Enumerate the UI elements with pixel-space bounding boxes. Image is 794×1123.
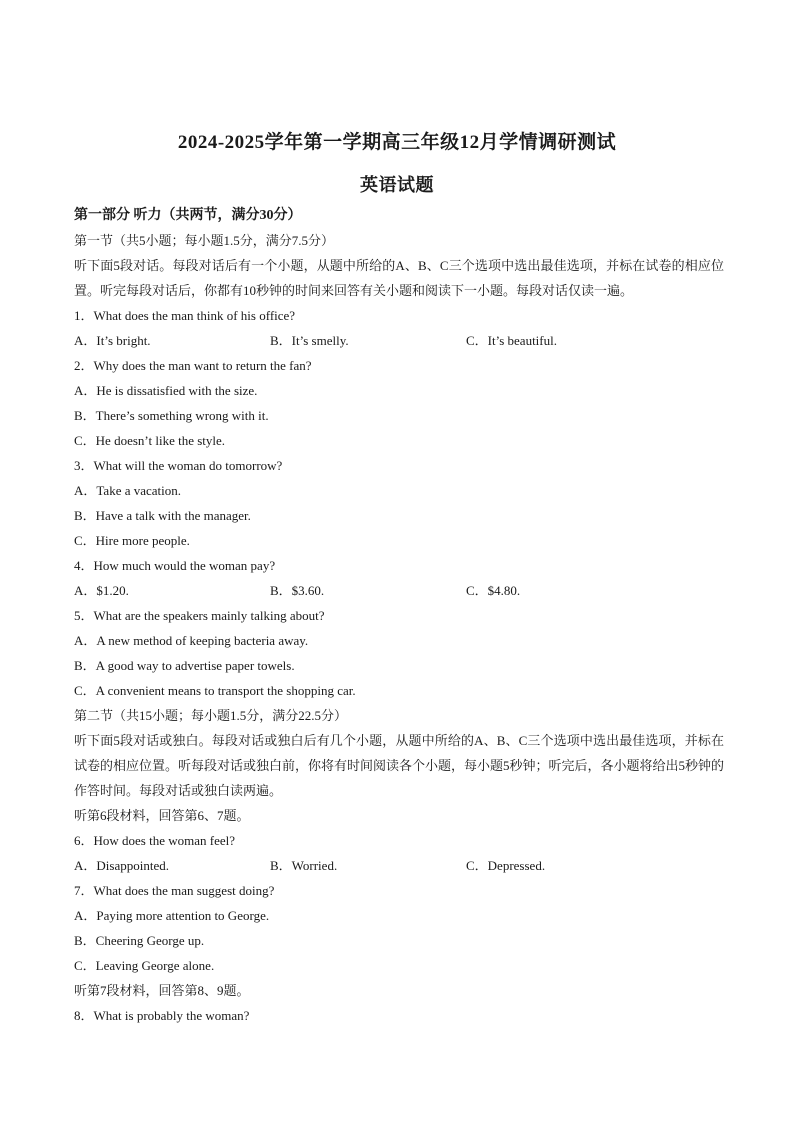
question-4-option-c: C．$4.80. [466,583,521,598]
question-8-stem: 8．What is probably the woman? [74,1008,250,1023]
question-7-option-c: C．Leaving George alone. [74,958,215,973]
question-4-stem: 4．How much would the woman pay? [74,558,276,573]
question-5-option-c: C．A convenient means to transport the shopping car. [74,683,356,698]
question-4-option-b: B．$3.60. [270,583,325,598]
question-2-option-c: C．He doesn’t like the style. [74,433,226,448]
question-1-option-c: C．It’s beautiful. [466,333,557,348]
question-4-options [74,578,724,603]
question-3-option-c: C．Hire more people. [74,533,190,548]
question-7-option-b: B．Cheering George up. [74,933,205,948]
exam-title: 2024-2025学年第一学期高三年级12月学情调研测试 [177,132,617,153]
question-3-stem: 3．What will the woman do tomorrow? [74,458,283,473]
question-7-stem: 7．What does the man suggest doing? [74,883,275,898]
question-1-stem: 1．What does the man think of his office? [74,308,296,323]
question-2-option-a: A．He is dissatisfied with the size. [74,383,258,398]
question-2-stem: 2．Why does the man want to return the fan? [74,358,312,373]
part1-heading: 第一部分 听力（共两节，满分30分） [74,208,302,223]
question-2-option-b: B．There’s something wrong with it. [74,408,269,423]
section2-heading: 第二节（共15小题；每小题1.5分，满分22.5分） [74,708,348,723]
question-3-option-b: B．Have a talk with the manager. [74,508,251,523]
question-6-option-c: C．Depressed. [466,858,546,873]
section1-instructions: 听下面5段对话。每段对话后有一个小题，从题中所给的A、B、C三个选项中选出最佳选项，并标在试卷的相应位置。听完每段对话后，你都有10秒钟的时间来回答有关小题和阅读下一小题。每段对话仅读一遍。 [74,258,724,298]
question-1-options [74,328,724,353]
section2-instructions: 听下面5段对话或独白。每段对话或独白后有几个小题，从题中所给的A、B、C三个选项中选出最佳选项，并标在试卷的相应位置。听每段对话或独白前，你将有时间阅读各个小题，每小题5秒钟；听完后，各小题将给出5秒钟的作答时间。每段对话或独白读两遍。 [74,733,725,798]
material-6-label: 听第6段材料，回答第6、7题。 [74,808,250,823]
question-5-stem: 5．What are the speakers mainly talking about? [74,608,325,623]
section1-heading: 第一节（共5小题；每小题1.5分，满分7.5分） [74,233,335,248]
question-6-option-b: B．Worried. [270,858,338,873]
exam-subtitle: 英语试题 [360,175,434,195]
question-6-options [74,853,724,878]
question-1-option-a: A．It’s bright. [74,333,151,348]
question-5-option-b: B．A good way to advertise paper towels. [74,658,295,673]
exam-content [74,203,724,1028]
question-5-option-a: A．A new method of keeping bacteria away. [74,633,309,648]
question-7-option-a: A．Paying more attention to George. [74,908,270,923]
material-7-label: 听第7段材料，回答第8、9题。 [74,983,250,998]
question-3-option-a: A．Take a vacation. [74,483,182,498]
question-1-option-b: B．It’s smelly. [270,333,349,348]
question-6-option-a: A．Disappointed. [74,858,169,873]
question-4-option-a: A．$1.20. [74,583,129,598]
question-6-stem: 6．How does the woman feel? [74,833,236,848]
